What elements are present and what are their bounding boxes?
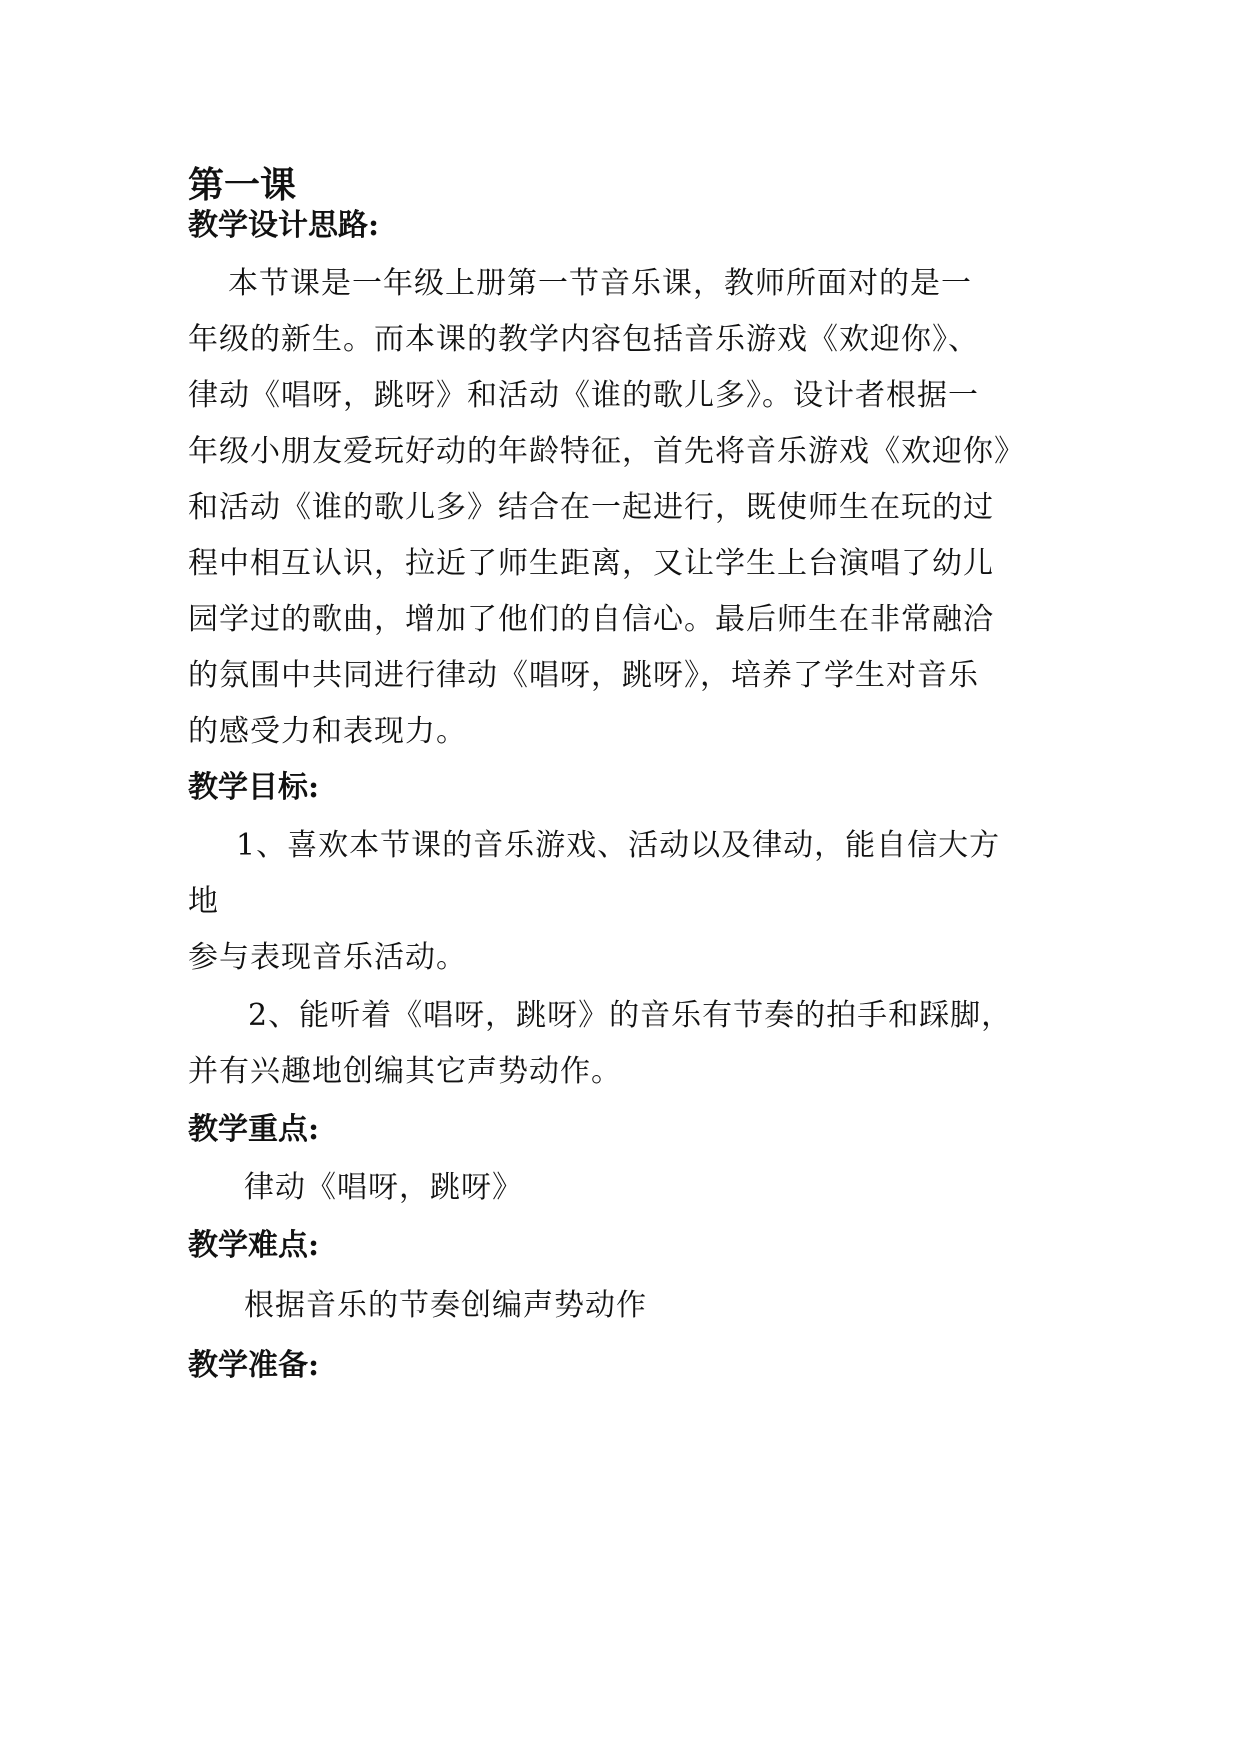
design-paragraph-line: 和活动《谁的歌儿多》结合在一起进行，既使师生在玩的过: [188, 490, 994, 525]
difficulty-heading: 教学难点:: [188, 1228, 320, 1263]
lesson-title: 第一课: [188, 164, 297, 206]
preparation-heading: 教学准备:: [188, 1348, 320, 1383]
difficulty-text: 根据音乐的节奏创编声势动作: [244, 1288, 647, 1323]
goal-2-line: 并有兴趣地创编其它声势动作。: [188, 1054, 622, 1089]
key-points-text: 律动《唱呀，跳呀》: [244, 1170, 523, 1205]
design-paragraph-line: 年级的新生。而本课的教学内容包括音乐游戏《欢迎你》、: [188, 322, 979, 357]
key-points-heading: 教学重点:: [188, 1112, 320, 1147]
goal-1-line: 参与表现音乐活动。: [188, 940, 467, 975]
goal-1-line: 地: [188, 884, 219, 919]
goal-1-line: 1、喜欢本节课的音乐游戏、活动以及律动，能自信大方: [236, 828, 1001, 863]
design-paragraph-line: 的感受力和表现力。: [188, 714, 467, 749]
design-paragraph-line: 本节课是一年级上册第一节音乐课，教师所面对的是一: [228, 266, 972, 301]
goals-heading: 教学目标:: [188, 770, 320, 805]
design-paragraph-line: 律动《唱呀，跳呀》和活动《谁的歌儿多》。设计者根据一: [188, 378, 979, 413]
design-paragraph-line: 园学过的歌曲，增加了他们的自信心。最后师生在非常融洽: [188, 602, 994, 637]
design-heading: 教学设计思路:: [188, 208, 380, 243]
design-paragraph-line: 程中相互认识，拉近了师生距离，又让学生上台演唱了幼儿: [188, 546, 994, 581]
design-paragraph-line: 年级小朋友爱玩好动的年龄特征，首先将音乐游戏《欢迎你》: [188, 434, 1025, 469]
design-paragraph-line: 的氛围中共同进行律动《唱呀，跳呀》，培养了学生对音乐: [188, 658, 979, 693]
goal-2-line: 2、能听着《唱呀，跳呀》的音乐有节奏的拍手和踩脚，: [248, 998, 1013, 1033]
